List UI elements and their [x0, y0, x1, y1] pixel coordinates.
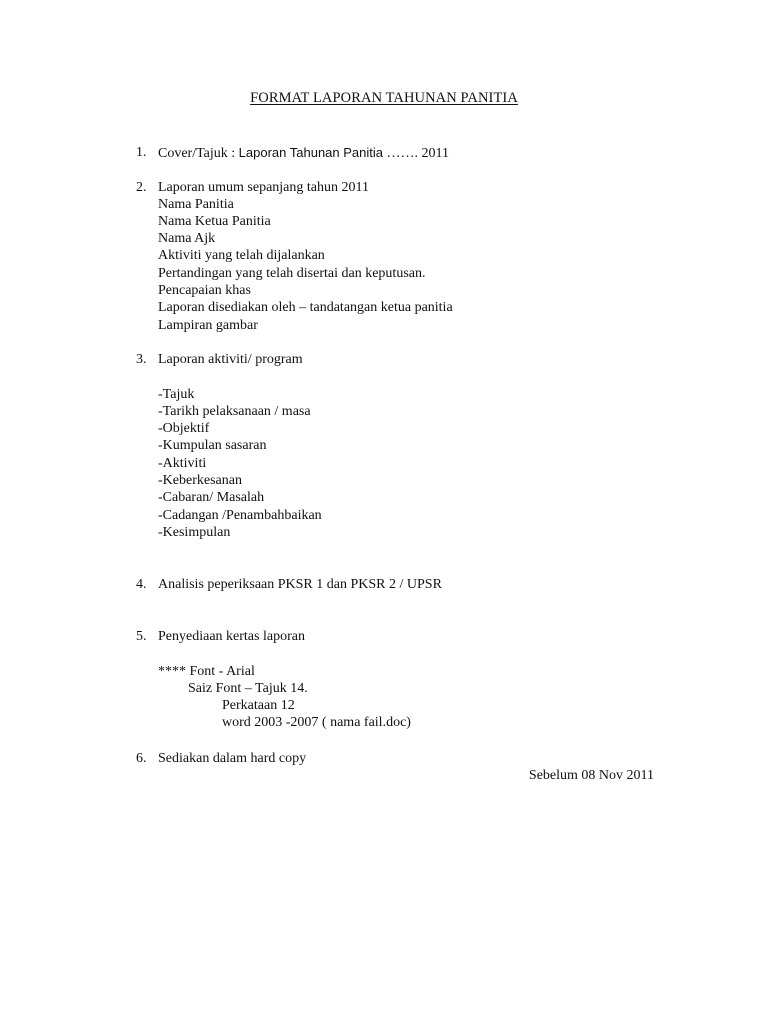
- item-3-line: -Tarikh pelaksanaan / masa: [158, 404, 311, 419]
- item-6-number: 6.: [136, 751, 147, 766]
- item-3-line: -Keberkesanan: [158, 473, 242, 488]
- item-5-number: 5.: [136, 629, 147, 644]
- document-title: FORMAT LAPORAN TAHUNAN PANITIA: [250, 90, 518, 106]
- item-3-line: -Cabaran/ Masalah: [158, 490, 265, 505]
- item-3-line: -Cadangan /Penambahbaikan: [158, 508, 322, 523]
- item-2-line: Aktiviti yang telah dijalankan: [158, 248, 325, 263]
- item-1-cover-suffix: ……. 2011: [383, 146, 449, 161]
- item-2-line: Nama Ketua Panitia: [158, 214, 271, 229]
- item-1-cover-prefix: Cover/Tajuk :: [158, 146, 239, 161]
- item-2-line: Pencapaian khas: [158, 283, 251, 298]
- item-4-heading: Analisis peperiksaan PKSR 1 dan PKSR 2 / UPSR: [158, 577, 442, 592]
- item-3-line: -Tajuk: [158, 387, 195, 402]
- item-3-heading: Laporan aktiviti/ program: [158, 352, 303, 367]
- item-5-word-version-line: word 2003 -2007 ( nama fail.doc): [222, 715, 411, 730]
- item-6-heading: Sediakan dalam hard copy: [158, 751, 307, 766]
- deadline-text: Sebelum 08 Nov 2011: [528, 768, 654, 783]
- item-1-text: [158, 144, 449, 162]
- item-2-line: Pertandingan yang telah disertai dan keputusan.: [158, 266, 426, 281]
- item-3-line: -Kumpulan sasaran: [158, 438, 267, 453]
- item-2-line: Laporan disediakan oleh – tandatangan ketua panitia: [158, 300, 453, 315]
- item-5-words-line: Perkataan 12: [222, 698, 295, 713]
- item-2-line: Nama Panitia: [158, 197, 234, 212]
- item-1-number: 1.: [136, 145, 147, 160]
- item-2-number: 2.: [136, 180, 147, 195]
- item-3-line: -Aktiviti: [158, 456, 207, 471]
- item-3-number: 3.: [136, 352, 147, 367]
- item-2-line: Lampiran gambar: [158, 318, 258, 333]
- item-5-size-line: Saiz Font – Tajuk 14.: [188, 681, 308, 696]
- item-2-line: Laporan umum sepanjang tahun 2011: [158, 180, 369, 195]
- item-1-cover-title: Laporan Tahunan Panitia: [238, 145, 383, 160]
- item-3-line: -Objektif: [158, 421, 210, 436]
- item-3-line: -Kesimpulan: [158, 525, 231, 540]
- item-2-line: Nama Ajk: [158, 231, 216, 246]
- item-5-font-line: **** Font - Arial: [158, 664, 255, 679]
- item-4-number: 4.: [136, 577, 147, 592]
- item-5-heading: Penyediaan kertas laporan: [158, 629, 305, 644]
